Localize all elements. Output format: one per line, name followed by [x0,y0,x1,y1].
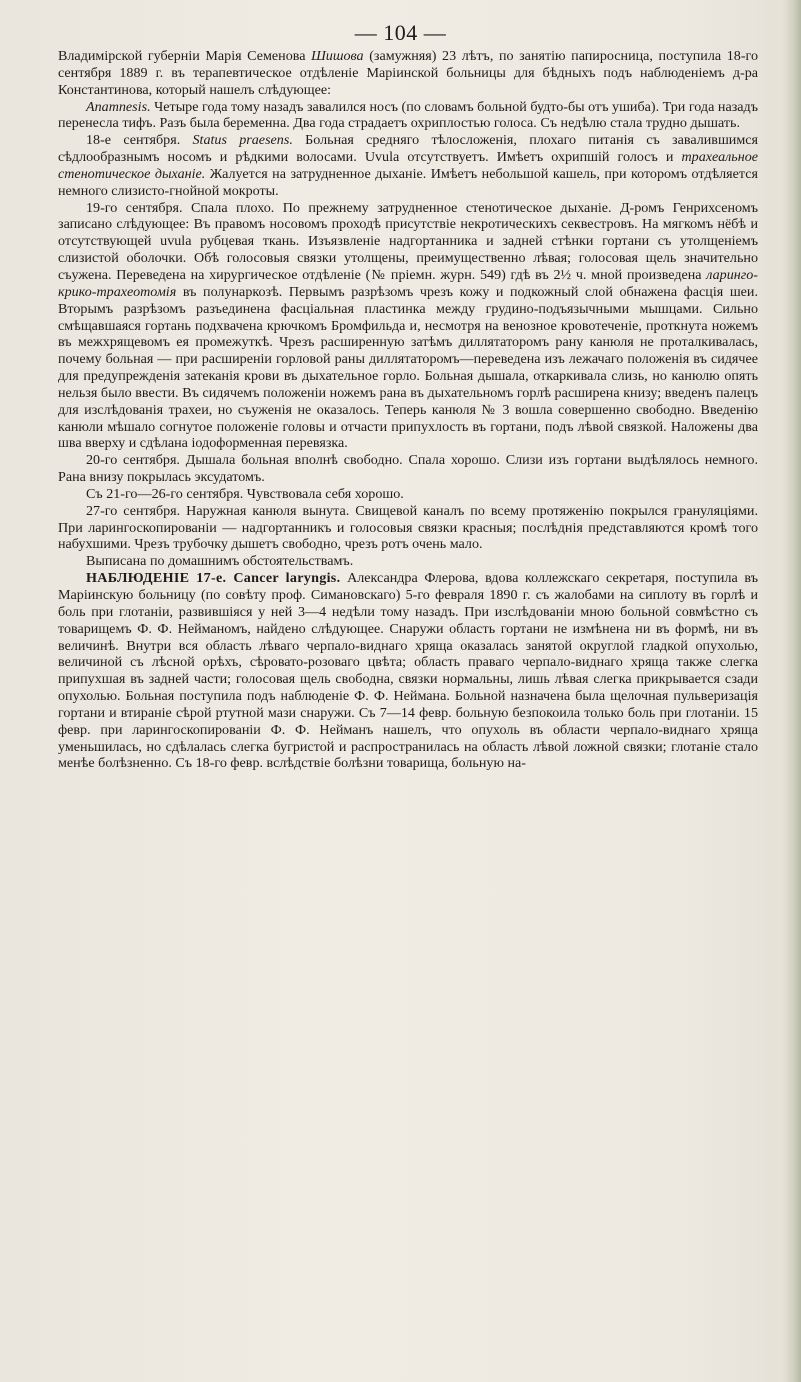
page-number: — 104 — [354,20,447,45]
patient-surname: Шишова [311,48,364,64]
body-text [58,48,758,772]
text-segment: Александра Флерова, вдова коллежскаго секретаря, поступила въ Маріинскую больницу (по совѣту проф. Симановскаго) 5-го февраля 1890 г. съ жалобами на сиплоту въ горлѣ и боль при глотаніи, развившіяся у ней 3—4 недѣли тому назадъ. При изслѣдованіи мною больной совмѣстно съ товарищемъ Ф. Ф. Нейманомъ, найдено слѣдующее. Снаружи область гортани не измѣнена ни въ формѣ, ни въ величинѣ. Внутри вся область лѣваго черпало-виднаго хряща оказалась занятой округлой гладкой опухолью, величиной съ лѣсной орѣхъ, сѣровато-розоваго цвѣта; область праваго черпало-виднаго хряща также слегка припухшая въ задней части; голосовая щель свободна, связки нормальны, лишь лѣвая слегка прикрывается сзади опухолью. Больная поступила подъ наблюденіе Ф. Ф. Неймана. Больной назначена была щелочная пульверизація гортани и втираніе сѣрой ртутной мази снаружи. Съ 7—14 февр. больную безпокоила только боль при глотаніи. 15 февр. при ларингоскопированіи Ф. Ф. Нейманъ нашелъ, что опухоль въ области черпало-виднаго хряща уменьшилась, но сдѣлалась слегка бугристой и распространилась на область лѣвой ложной связки; глотаніе стало менѣе болѣзненно. Съ 18-го февр. вслѣдствіе болѣзни товарища, больную на- [58,570,758,772]
text-segment: Больная средняго тѣлосложенія, плохаго питанія съ завалившимся сѣдлообразнымъ носомъ и рѣдкими волосами. Uvula отсутствуетъ. Имѣетъ охрипшій голосъ и [58,132,759,166]
paragraph-sep21 [58,486,758,503]
text-segment: 20-го сентября. Дышала больная вполнѣ свободно. Спала хорошо. Слизи изъ гортани выдѣлялось немного. Рана внизу покрылась эксудатомъ. [58,452,758,486]
paragraph-discharge [58,553,758,570]
text-segment: Четыре года тому назадъ завалился носъ (по словамъ больной будто-бы отъ ушиба). Три года назадъ перенесла тифъ. Разъ была беременна. Два года страдаетъ охриплостью голоса. Съ недѣлю стала трудно дышать. [58,98,758,132]
paragraph-sep20 [58,452,758,486]
text-segment: Съ 21-го—26-го сентября. Чувствовала себя хорошо. [86,485,404,502]
text-segment: въ полунаркозѣ. Первымъ разрѣзомъ чрезъ кожу и подкожный слой обнажена фасція шеи. Вторымъ разрѣзомъ разъединена фасціальная пластинка между грудино-подъязычными мышцами. Сильно смѣщавшаяся гортань подхвачена крючкомъ Бромфильда и, несмотря на венозное кровотеченіе, проткнута ножемъ въ межхрящевомъ ея промежуткѣ. Чрезъ расширенную затѣмъ диллятаторомъ рану канюля не проталкивалась, почему больная — при расширеніи горловой раны диллятаторомъ—переведена изъ лежачаго положенія въ сидячее для предупрежденія затеканія крови въ дыхательное горло. Больная дышала, откаркивала слизь, но канюлю опять нельзя было ввести. Въ сидячемъ положеніи ножемъ рана въ дыхательномъ горлѣ расширена книзу; введенъ палецъ для изслѣдованія трахеи, но съуженія не оказалось. Теперь канюля № 3 вошла совершенно свободно. Введенію канюли мѣшало согнутое положеніе головы и отчасти припухлость въ гортани, подъ лѣвой связкой. Наложены два шва вверху и сдѣлана іодоформенная перевязка. [58,283,758,452]
italic-term: трахеальное стенотическое дыханіе. [58,149,758,182]
paragraph-intro [58,48,758,99]
date-label: 18-е сентября. [86,132,193,149]
text-segment: Выписана по домашнимъ обстоятельствамъ. [86,553,354,570]
text-segment: Владимірской губерніи Марія Семенова [58,48,312,64]
text-segment: Жалуется на затрудненное дыханіе. Имѣетъ небольшой кашель, при которомъ отдѣляется немного слизисто-гнойной мокроты. [58,165,758,199]
status-praesens-heading: Status praesens. [192,132,293,149]
paragraph-sep27 [58,503,758,554]
text-segment: (замужняя) 23 лѣтъ, по занятію папиросница, поступила 18-го сентября 1889 г. въ терапевтическое отдѣленіе Маріинской больницы для бѣдныхъ подъ наблюденіемъ д-ра Константинова, который нашелъ слѣдующее: [58,48,758,98]
italic-term: ларинго-крико-трахеотомія [58,266,758,300]
text-segment: 19-го сентября. Спала плохо. По прежнему затрудненное стенотическое дыханіе. Д-ромъ Генрихсеномъ записано слѣдующее: Въ правомъ носовомъ проходѣ присутствіе некротическихъ секвестровъ. На мягкомъ нёбѣ и отсутствующей uvula рубцевая ткань. Изъязвленіе надгортанника и задней стѣнки гортани съ утолщеніемъ слизистой оболочки. Обѣ голосовыя связки утолщены, преимущественно лѣвая; голосовая щель значительно съужена. Переведена на хирургическое отдѣленіе (№ пріемн. журн. 549) гдѣ въ 2½ ч. мной произведена [58,199,758,283]
paragraph-sep19 [58,200,758,453]
text-segment: 27-го сентября. Наружная канюля вынута. Свищевой каналъ по всему протяженію покрылся грануляціями. При ларингоскопированіи — надгортанникъ и голосовыя связки красныя; послѣднія представляются кромѣ того набухшими. Чрезъ трубочку дышетъ свободно, чрезъ ротъ очень мало. [58,502,758,553]
anamnesis-heading: Anamnesis. [86,98,151,115]
paragraph-anamnesis [58,99,758,133]
observation-heading: НАБЛЮДЕНІЕ 17-е. Cancer laryngis. [86,570,341,587]
paragraph-sep18 [58,132,758,199]
page-edge-shadow [783,0,801,1382]
paragraph-observation-17 [58,570,758,772]
